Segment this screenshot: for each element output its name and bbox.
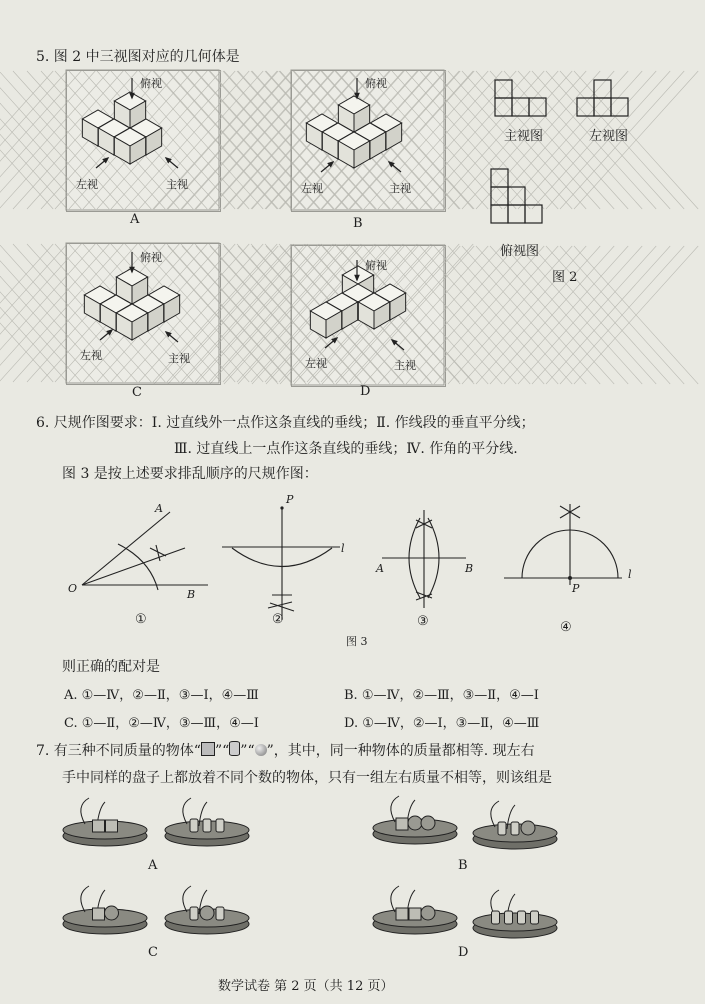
q5-b-left-label: 左视 xyxy=(301,182,323,195)
q5-d-letter: D xyxy=(360,384,371,399)
q5-c-left-label: 左视 xyxy=(80,349,102,362)
fig2-front-view-label: 主视图 xyxy=(504,129,544,144)
q5-a-letter: A xyxy=(130,212,140,227)
fig3-num-2: ② xyxy=(272,612,284,627)
q5-a-left-label: 左视 xyxy=(76,178,98,191)
page-footer: 数学试卷 第 2 页（共 12 页） xyxy=(218,979,394,994)
q7-line1-d: ”，其中，同一种物体的质量都相等. 现左右 xyxy=(266,743,535,759)
q6-line2: Ⅲ. 过直线上一点作这条直线的垂线；Ⅳ. 作角的平分线. xyxy=(174,441,518,457)
q5-d-left-label: 左视 xyxy=(305,357,327,370)
fig2-caption: 图 2 xyxy=(552,270,578,285)
fig3-2-label-l: l xyxy=(341,542,345,555)
fig2-top-view-label: 俯视图 xyxy=(500,244,540,259)
fig2-side-view-label: 左视图 xyxy=(589,129,629,144)
q5-a-top-label: 俯视 xyxy=(140,77,162,90)
q7-letter-d[interactable]: D xyxy=(458,945,469,960)
q7-letter-c[interactable]: C xyxy=(148,945,158,960)
q7-letter-b[interactable]: B xyxy=(458,858,468,873)
fig3-4-label-p: P xyxy=(572,582,580,595)
q7-line1-c: ”“ xyxy=(240,743,255,759)
q6-option-c[interactable]: C. ①—Ⅱ，②—Ⅳ，③—Ⅲ，④—Ⅰ xyxy=(64,716,259,731)
q5-b-letter: B xyxy=(353,216,363,231)
q5-prompt: 5. 图 2 中三视图对应的几何体是 xyxy=(36,49,240,65)
fig3-4-label-l: l xyxy=(628,568,632,581)
fig3-num-1: ① xyxy=(135,612,147,627)
fig3-caption: 图 3 xyxy=(346,635,368,648)
fig3-3-label-a: A xyxy=(376,562,384,575)
fig3-2-label-p: P xyxy=(286,493,294,506)
fig3-num-3: ③ xyxy=(417,614,429,629)
fig3-3-label-b: B xyxy=(465,562,474,575)
q5-d-main-label: 主视 xyxy=(394,359,416,372)
fig3-1-label-a: A xyxy=(155,502,163,515)
q5-c-letter: C xyxy=(132,385,142,400)
q7-letter-a[interactable]: A xyxy=(148,858,158,873)
q5-c-top-label: 俯视 xyxy=(140,251,162,264)
q6-line1: 6. 尺规作图要求：Ⅰ. 过直线外一点作这条直线的垂线；Ⅱ. 作线段的垂直平分线； xyxy=(36,415,535,431)
q7-line2: 手中同样的盘子上都放着不同个数的物体，只有一组左右质量不相等，则该组是 xyxy=(62,770,552,786)
q6-option-d[interactable]: D. ①—Ⅳ，②—Ⅰ，③—Ⅱ，④—Ⅲ xyxy=(344,716,540,731)
q7-line1-b: ”“ xyxy=(214,743,230,759)
fig3-1-label-b: B xyxy=(187,588,196,601)
q5-a-main-label: 主视 xyxy=(166,178,188,191)
q5-d-top-label: 俯视 xyxy=(365,259,387,272)
q5-b-top-label: 俯视 xyxy=(365,77,387,90)
q5-c-main-label: 主视 xyxy=(168,352,190,365)
q5-b-main-label: 主视 xyxy=(389,182,411,195)
q6-ask: 则正确的配对是 xyxy=(62,659,160,675)
fig3-1-label-o: O xyxy=(68,582,78,595)
q7-line1-a: 7. 有三种不同质量的物体“ xyxy=(36,743,201,759)
q6-line3: 图 3 是按上述要求排乱顺序的尺规作图： xyxy=(62,466,318,482)
fig3-num-4: ④ xyxy=(560,620,572,635)
q6-option-b[interactable]: B. ①—Ⅳ，②—Ⅲ，③—Ⅱ，④—Ⅰ xyxy=(344,688,539,703)
q6-option-a[interactable]: A. ①—Ⅳ，②—Ⅱ，③—Ⅰ，④—Ⅲ xyxy=(64,688,259,703)
